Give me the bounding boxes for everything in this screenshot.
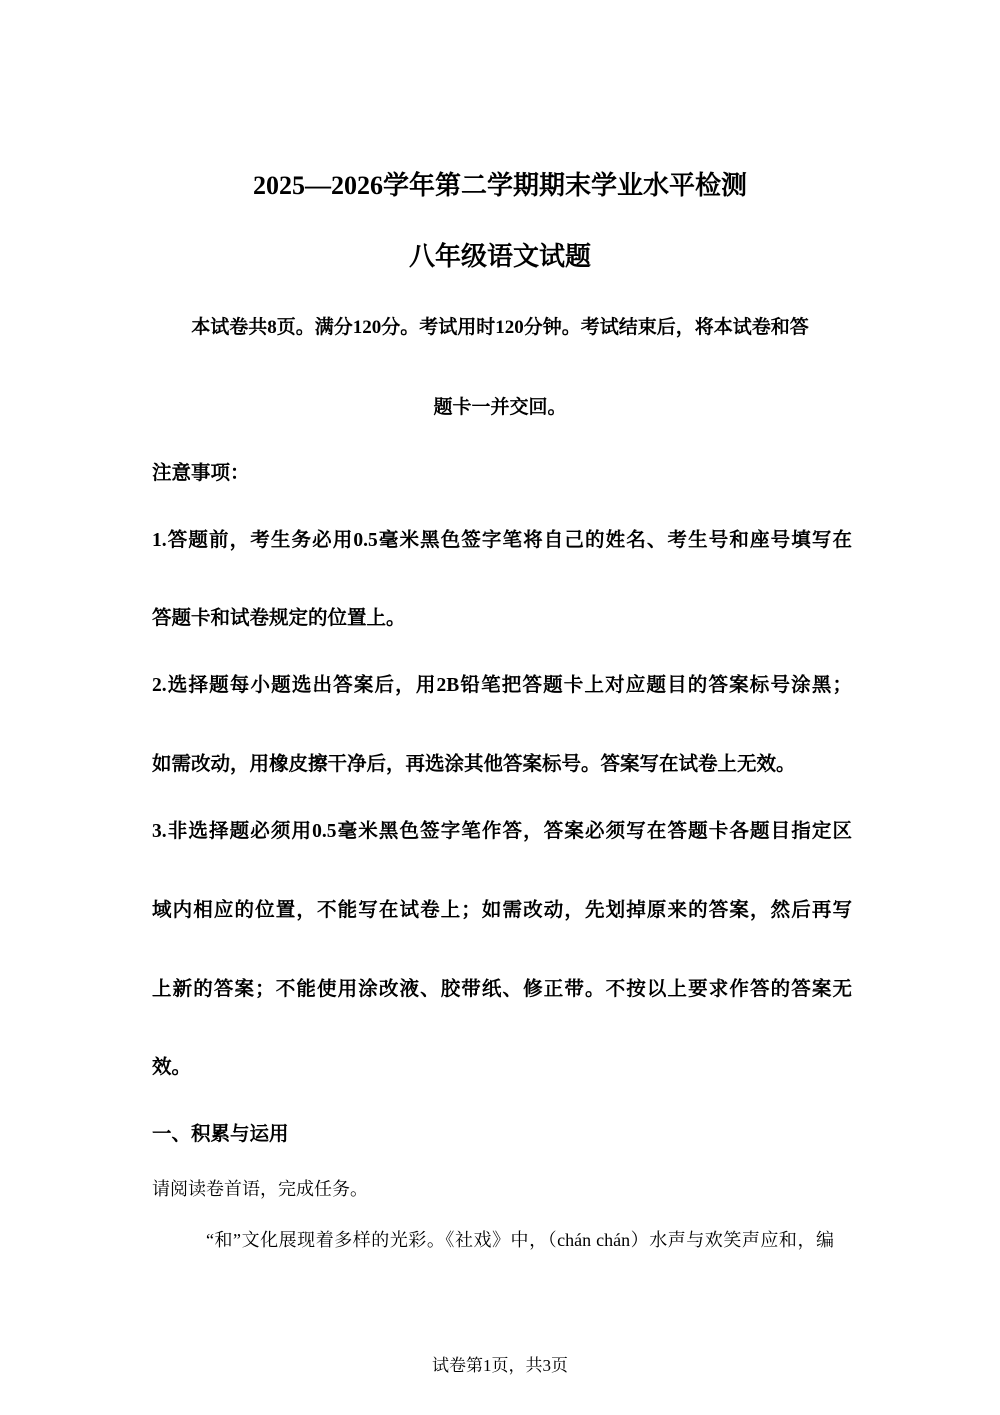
reading-paragraph-line-1: “和”文化展现着多样的光彩。《社戏》中，（chán chán）水声与欢笑声应和，编 [206, 1230, 834, 1250]
intro-line-1: 本试卷共8页。满分120分。考试用时120分钟。考试结束后，将本试卷和答 [191, 317, 809, 338]
notice-item-3-line-4: 效。 [152, 1057, 192, 1078]
notice-item-1-line-2: 答题卡和试卷规定的位置上。 [152, 608, 406, 629]
notice-item-2-line-1: 2.选择题每小题选出答案后，用2B铅笔把答题卡上对应题目的答案标号涂黑； [152, 675, 852, 696]
notice-item-3-line-3: 上新的答案；不能使用涂改液、胶带纸、修正带。不按以上要求作答的答案无 [152, 979, 852, 1000]
notice-item-3-line-2: 域内相应的位置，不能写在试卷上；如需改动，先划掉原来的答案，然后再写 [152, 900, 852, 921]
section-1-heading: 一、积累与运用 [152, 1124, 289, 1145]
notice-heading: 注意事项： [152, 463, 250, 484]
exam-title: 2025—2026学年第二学期期末学业水平检测 [252, 171, 747, 200]
notice-item-2-line-2: 如需改动，用橡皮擦干净后，再选涂其他答案标号。答案写在试卷上无效。 [152, 754, 796, 775]
notice-item-1-line-1: 1.答题前，考生务必用0.5毫米黑色签字笔将自己的姓名、考生号和座号填写在 [152, 530, 852, 551]
section-1-instruction: 请阅读卷首语，完成任务。 [152, 1179, 368, 1199]
exam-subtitle: 八年级语文试题 [408, 242, 591, 271]
page-footer: 试卷第1页，共3页 [432, 1356, 568, 1375]
notice-item-3-line-1: 3.非选择题必须用0.5毫米黑色签字笔作答，答案必须写在答题卡各题目指定区 [152, 821, 852, 842]
intro-line-2: 题卡一并交回。 [433, 397, 567, 418]
